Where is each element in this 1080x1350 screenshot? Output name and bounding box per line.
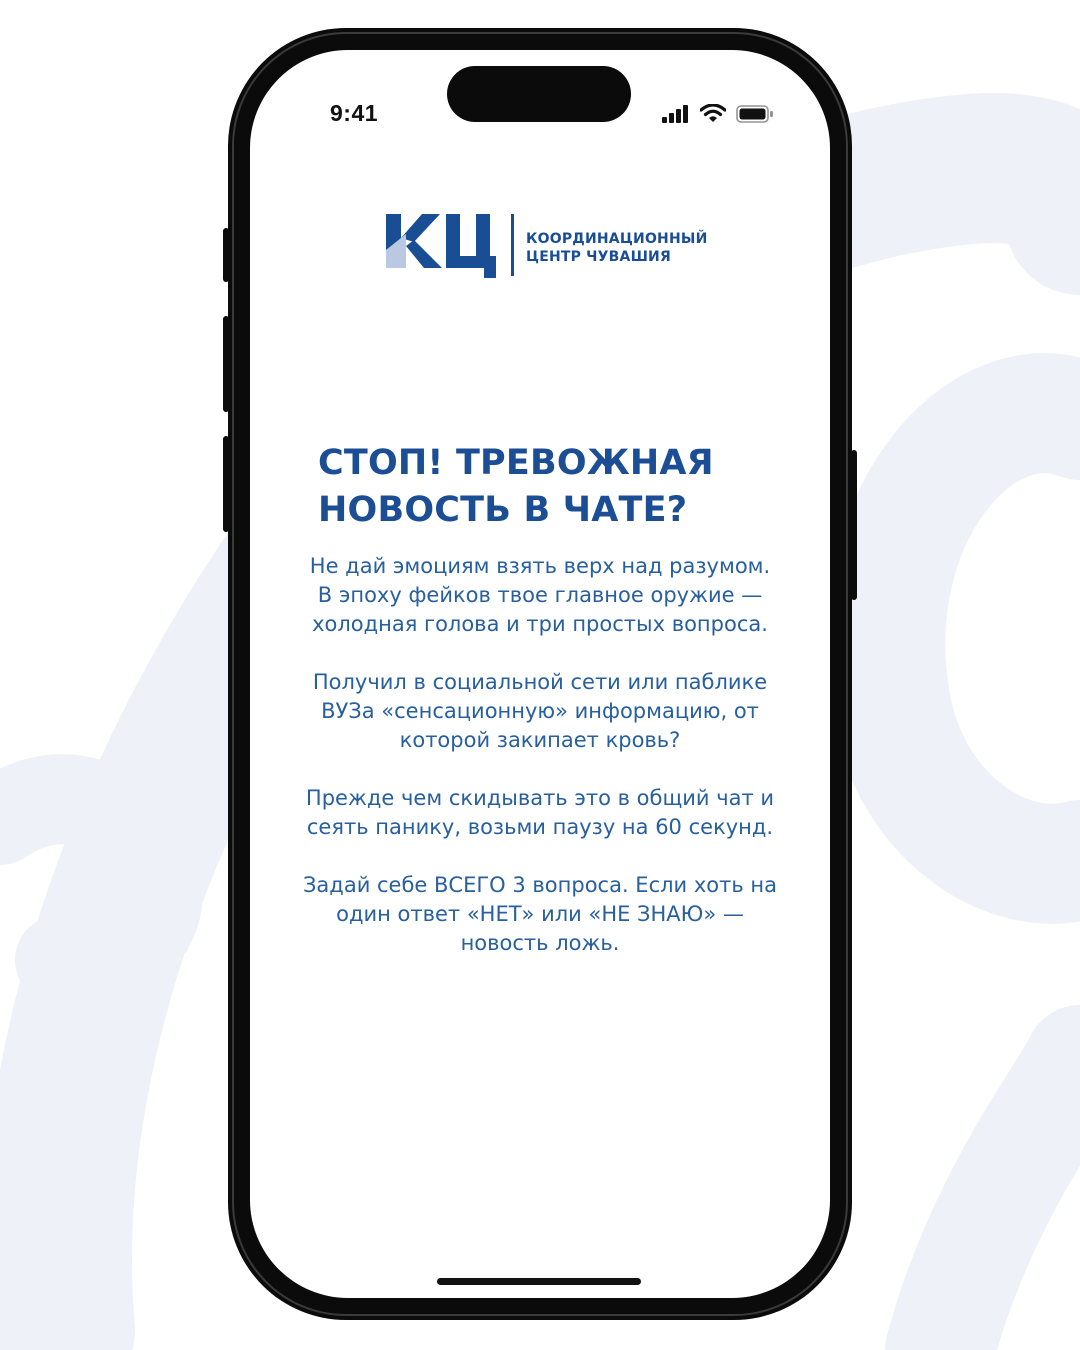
paragraph-line: В эпоху фейков твое главное оружие —	[317, 583, 763, 607]
paragraph-line: Прежде чем скидывать это в общий чат и	[305, 786, 775, 810]
paragraph-line: холодная голова и три простых вопроса.	[312, 612, 768, 636]
cellular-signal-icon	[662, 105, 690, 123]
volume-up-button	[223, 316, 229, 412]
logo-divider	[511, 214, 514, 276]
home-indicator[interactable]	[437, 1278, 641, 1285]
status-icons	[662, 104, 774, 123]
power-button	[851, 450, 857, 600]
phone-screen	[250, 50, 830, 1298]
paragraph-pause	[250, 784, 830, 842]
paragraph-line: ВУЗа «сенсационную» информацию, от	[321, 699, 759, 723]
brand-logo	[384, 212, 708, 282]
paragraph-line: Получил в социальной сети или паблике	[312, 670, 768, 694]
headline-line2: НОВОСТЬ В ЧАТЕ?	[318, 490, 688, 530]
paragraph-intro	[250, 552, 830, 639]
phone-frame	[228, 28, 852, 1320]
headline	[318, 440, 798, 534]
paragraph-three-questions	[250, 871, 830, 958]
logo-text-line1: КООРДИНАЦИОННЫЙ	[526, 231, 708, 247]
logo-text-line2: ЦЕНТР ЧУВАШИЯ	[526, 249, 671, 265]
headline-line1: СТОП! ТРЕВОЖНАЯ	[318, 443, 714, 483]
paragraph-line: Задай себе ВСЕГО 3 вопроса. Если хоть на	[302, 873, 778, 897]
wifi-icon	[700, 104, 726, 123]
status-time: 9:41	[330, 100, 379, 126]
body-text	[250, 552, 830, 987]
paragraph-line: Не дай эмоциям взять верх над разумом.	[309, 554, 771, 578]
logo-text	[526, 230, 708, 266]
logo-mark-icon	[384, 212, 502, 280]
dynamic-island	[447, 66, 631, 122]
paragraph-line: новость ложь.	[460, 931, 620, 955]
paragraph-line: которой закипает кровь?	[399, 728, 681, 752]
paragraph-line: один ответ «НЕТ» или «НЕ ЗНАЮ» —	[336, 902, 744, 926]
battery-icon	[736, 105, 774, 123]
paragraph-line: сеять панику, возьми паузу на 60 секунд.	[306, 815, 774, 839]
paragraph-sensational-info	[250, 668, 830, 755]
volume-down-button	[223, 436, 229, 532]
action-button	[223, 228, 229, 282]
